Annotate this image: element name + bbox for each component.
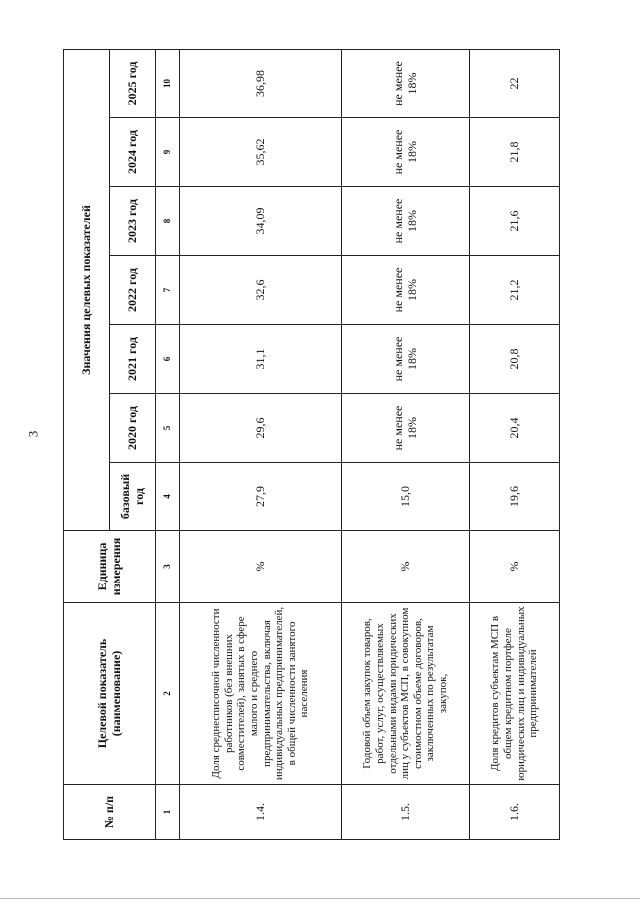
header-indicator: Целевой показатель (наименование) <box>64 603 156 785</box>
value-cell: 21,6 <box>470 187 560 256</box>
page-number: 3 <box>25 430 41 438</box>
value-cell: 29,6 <box>180 394 342 463</box>
target-indicators-table <box>63 49 560 840</box>
value-cell: 36,98 <box>180 49 342 117</box>
value-cell: 15,0 <box>342 463 470 531</box>
column-number: 8 <box>156 187 180 256</box>
value-cell: 20,8 <box>470 325 560 394</box>
value-cell: 21,8 <box>470 118 560 187</box>
value-cell: не менее 18% <box>342 394 470 463</box>
header-no: № п/п <box>64 785 156 840</box>
header-year-base: базовый год <box>110 463 156 531</box>
column-number: 9 <box>156 118 180 187</box>
value-cell: 34,09 <box>180 187 342 256</box>
value-cell: не менее 18% <box>342 325 470 394</box>
value-cell: 19,6 <box>470 463 560 531</box>
table-row <box>180 49 342 839</box>
column-number: 2 <box>156 603 180 785</box>
value-cell: не менее 18% <box>342 118 470 187</box>
row-number: 1.6. <box>470 785 560 840</box>
column-number: 6 <box>156 325 180 394</box>
value-cell: 22 <box>470 49 560 117</box>
value-cell: не менее 18% <box>342 49 470 117</box>
column-number: 5 <box>156 394 180 463</box>
indicator-name: Доля среднесписочной численности работников (без внешних совместителей), занятых в сфере малого и среднего предпринимательства, включая индивидуальных предпринимателей, в общей численности занятого населения <box>180 603 342 785</box>
column-number: 7 <box>156 256 180 325</box>
unit-cell: % <box>180 531 342 603</box>
column-number: 1 <box>156 785 180 840</box>
unit-cell: % <box>470 531 560 603</box>
value-cell: не менее 18% <box>342 187 470 256</box>
header-year-2024: 2024 год <box>110 118 156 187</box>
header-year-2021: 2021 год <box>110 325 156 394</box>
row-number: 1.4. <box>180 785 342 840</box>
table-row <box>470 49 560 839</box>
header-year-2020: 2020 год <box>110 394 156 463</box>
table-row <box>342 49 470 839</box>
value-cell: не менее 18% <box>342 256 470 325</box>
header-values-group: Значения целевых показателей <box>64 49 110 530</box>
value-cell: 35,62 <box>180 118 342 187</box>
column-number-row <box>156 49 180 839</box>
column-number: 4 <box>156 463 180 531</box>
scan-edge-line <box>0 898 640 899</box>
header-year-2023: 2023 год <box>110 187 156 256</box>
header-year-2022: 2022 год <box>110 256 156 325</box>
value-cell: 27,9 <box>180 463 342 531</box>
value-cell: 20,4 <box>470 394 560 463</box>
rotated-table-wrapper <box>63 50 540 840</box>
header-year-2025: 2025 год <box>110 49 156 117</box>
header-unit: Единица измерения <box>64 531 156 603</box>
value-cell: 32,6 <box>180 256 342 325</box>
column-number: 10 <box>156 49 180 117</box>
value-cell: 31,1 <box>180 325 342 394</box>
indicator-name: Доля кредитов субъектам МСП в общем кредитном портфеле юридических лиц и индивидуальных предпринимателей <box>470 603 560 785</box>
indicator-name: Годовой объем закупок товаров, работ, услуг, осуществляемых отдельными видами юридических лиц у субъектов МСП, в совокупном стоимостном объеме договоров, заключенных по результатам закупок, <box>342 603 470 785</box>
column-number: 3 <box>156 531 180 603</box>
unit-cell: % <box>342 531 470 603</box>
row-number: 1.5. <box>342 785 470 840</box>
value-cell: 21,2 <box>470 256 560 325</box>
